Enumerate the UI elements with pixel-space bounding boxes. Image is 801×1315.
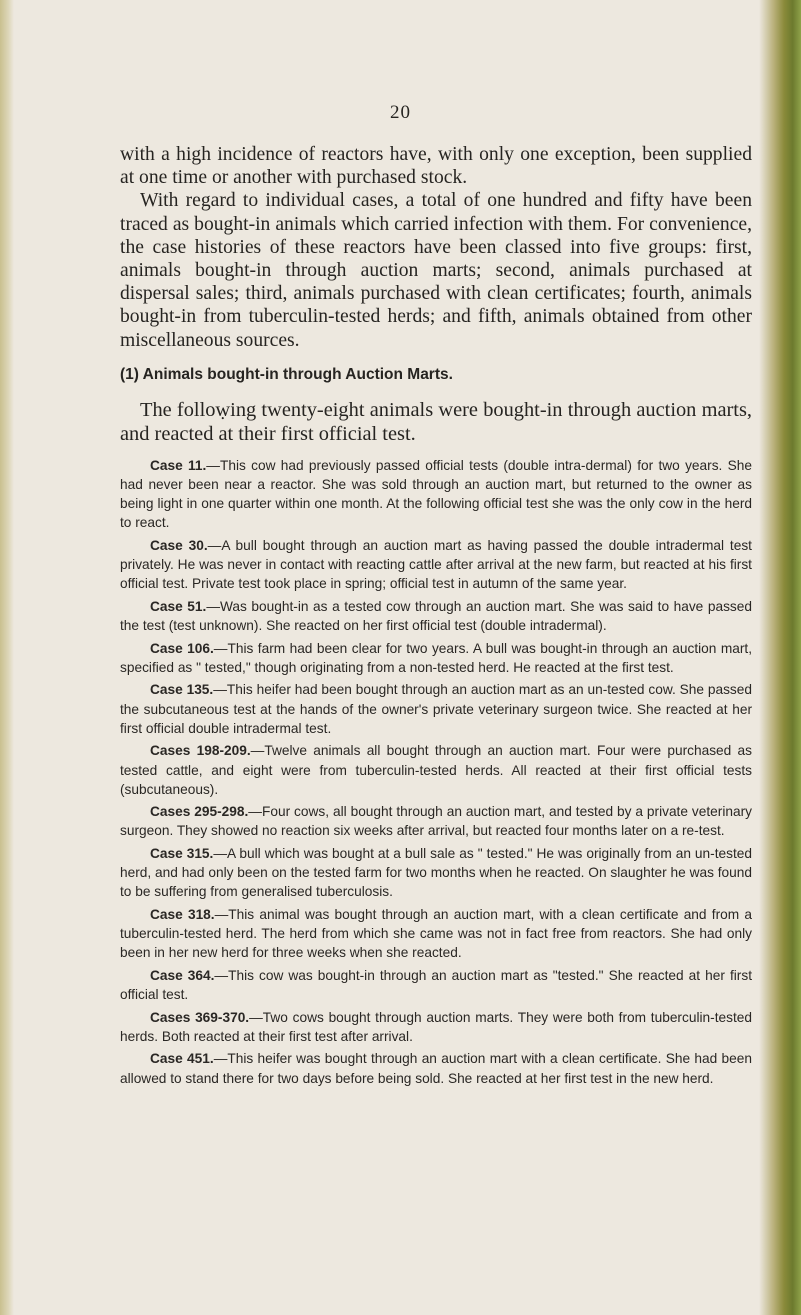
case-text: —This farm had been clear for two years. A bull was bought-in through an auction mart, specified as " tested," though originating from a non-tested herd. He reacted at the first test. (120, 640, 752, 675)
section-heading: (1) Animals bought-in through Auction Marts. (120, 366, 453, 383)
case-entry (120, 680, 752, 737)
section-lead (120, 398, 752, 446)
case-entry (120, 536, 752, 593)
case-text: —This animal was bought through an auction mart, with a clean certificate and from a tuberculin-tested herd. The herd from which she came was not in fact free from reactors. She had only been in her new herd for three weeks when she reacted. (120, 906, 752, 961)
case-number: Case 11. (150, 458, 207, 473)
section-lead-paragraph: The folloẉing twenty-eight animals were bought-in through auction marts, and reacted at their first official test. (120, 399, 752, 445)
case-text: —This heifer was bought through an auction mart with a clean certificate. She had been allowed to stand there for two days before being sold. She reacted at her first test in the new herd. (120, 1051, 752, 1086)
intro-text (120, 143, 752, 352)
case-number: Cases 198-209. (150, 743, 251, 759)
case-entry (120, 597, 752, 635)
case-entry (120, 966, 752, 1004)
case-entry (120, 802, 752, 840)
case-number: Cases 295-298. (150, 804, 249, 820)
case-entry (120, 456, 752, 533)
case-entry (120, 1049, 752, 1087)
case-number: Case 364. (150, 967, 215, 983)
case-entry (120, 639, 752, 677)
case-text: —Was bought-in as a tested cow through an auction mart. She was said to have passed the test (test unknown). She reacted on her first official test (double intradermal). (120, 598, 752, 634)
case-text: —This cow was bought-in through an auction mart as "tested." She reacted at her first official test. (120, 967, 752, 1002)
left-edge-stain (0, 0, 14, 1315)
case-entry (120, 844, 752, 901)
case-entry (120, 741, 752, 798)
case-text: —Two cows bought through auction marts. They were both from tuberculin-tested herds. Both reacted at their first test after arrival. (120, 1009, 752, 1044)
case-number: Case 135. (150, 682, 214, 698)
case-text: —Twelve animals all bought through an auction mart. Four were purchased as tested cattle, and eight were from tuberculin-tested herds. All reacted at their first official tests (subcutaneous). (120, 743, 753, 797)
case-number: Case 106. (150, 640, 214, 656)
case-number: Case 318. (150, 906, 215, 922)
case-text: —A bull bought through an auction mart as having passed the double intradermal test privately. He was never in contact with reacting cattle after arrival at the new farm, but reacted at his first official test. Private test took place in spring; official test in autumn of the same year. (120, 538, 752, 592)
case-number: Case 30. (150, 538, 208, 554)
case-list (120, 456, 752, 1091)
case-number: Cases 369-370. (150, 1009, 250, 1025)
right-page-edge (759, 0, 801, 1315)
case-entry (120, 1008, 752, 1046)
intro-paragraph: With regard to individual cases, a total of one hundred and fifty have been traced as bought-in animals which carried infection with them. For convenience, the case histories of these reactors have been classed into five groups: first, animals bought-in through auction marts; second, animals purchased at dispersal sales; third, animals purchased with clean certificates; fourth, animals bought-in from tuberculin-tested herds; and fifth, animals obtained from other miscellaneous sources. (120, 190, 752, 351)
case-number: Case 315. (150, 846, 214, 862)
intro-paragraph: with a high incidence of reactors have, with only one exception, been supplied at one time or another with purchased stock. (120, 144, 752, 189)
case-text: —Four cows, all bought through an auction mart, and tested by a private veterinary surgeon. They showed no reaction six weeks after arrival, but reacted four months later on a re-test. (120, 804, 752, 839)
case-number: Case 51. (150, 598, 207, 614)
case-text: —A bull which was bought at a bull sale as " tested." He was originally from an un-tested herd, and had only been on the tested farm for two months when he reacted. On slaughter he was found to be suffering from generalised tuberculosis. (120, 846, 752, 900)
case-text: —This cow had previously passed official tests (double intra-dermal) for two years. She had never been near a reactor. She was sold through an auction mart, but returned to the owner as being light in one quarter within one month. At the following official test she was the only cow in the herd to react. (120, 458, 752, 531)
case-text: —This heifer had been bought through an auction mart as an un-tested cow. She passed the subcutaneous test at the hands of the owner's private veterinary surgeon twice. She reacted at her first official double intradermal test. (120, 682, 752, 736)
case-entry (120, 905, 752, 962)
page-number: 20 (390, 102, 411, 123)
case-number: Case 451. (150, 1051, 214, 1067)
